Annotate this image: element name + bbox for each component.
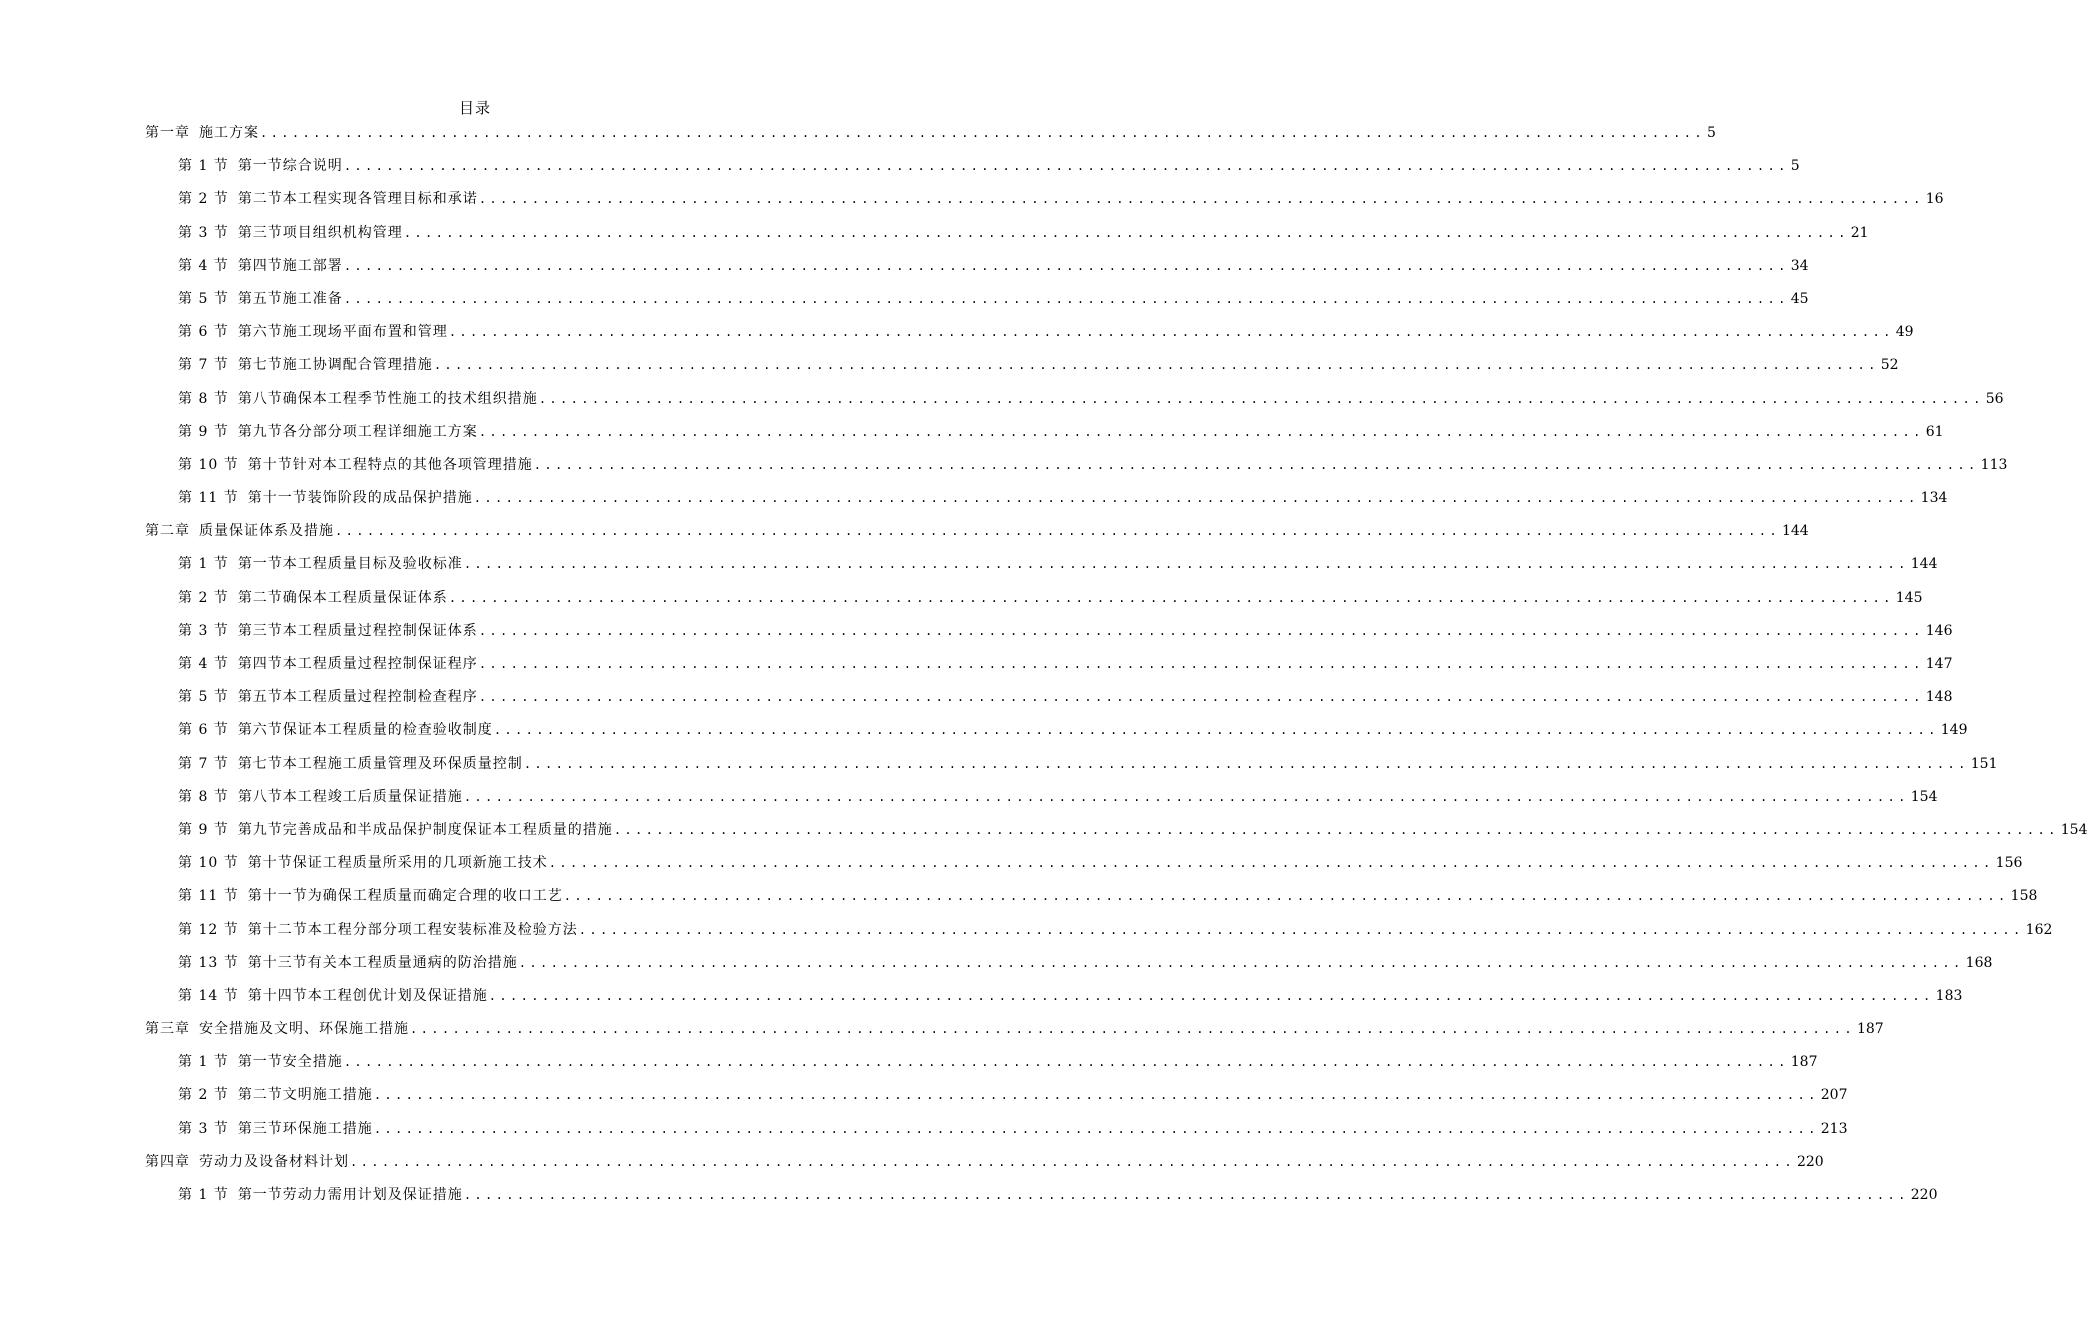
toc-page-number: 45 xyxy=(1790,290,1809,307)
toc-dot-leader: ........................................................................................................................................ xyxy=(478,690,1924,705)
toc-entry-number: 第 6 节 xyxy=(178,722,229,739)
toc-entry-title: 第三节项目组织机构管理 xyxy=(237,224,403,241)
toc-entry-number: 第一章 xyxy=(145,125,190,141)
toc-entry-number: 第二章 xyxy=(145,523,190,540)
toc-entry-title: 第五节本工程质量过程控制检查程序 xyxy=(237,689,478,706)
toc-entry-title: 第三节本工程质量过程控制保证体系 xyxy=(237,622,478,639)
toc-chapter-entry xyxy=(145,122,1716,155)
toc-entry-title: 第十四节本工程创优计划及保证措施 xyxy=(247,987,488,1004)
toc-entry-number: 第 14 节 xyxy=(178,987,239,1004)
toc-page-number: 113 xyxy=(1980,456,2008,473)
toc-dot-leader: ........................................................................................................................................ xyxy=(343,159,1789,174)
toc-page-number: 156 xyxy=(1995,855,2023,872)
toc-dot-leader: ........................................................................................................................................ xyxy=(523,756,1969,771)
toc-entry-label xyxy=(178,885,563,907)
toc-entry-label xyxy=(178,222,403,244)
toc-entry-title: 第二节确保本工程质量保证体系 xyxy=(237,589,448,606)
toc-entry-label xyxy=(178,686,478,708)
toc-entry-number: 第 11 节 xyxy=(178,888,239,905)
toc-entry-title: 第九节完善成品和半成品保护制度保证本工程质量的措施 xyxy=(237,821,613,838)
toc-entry-label xyxy=(178,321,448,343)
toc-entry-label xyxy=(145,1151,349,1173)
toc-section-entry xyxy=(145,587,1923,620)
toc-section-entry xyxy=(145,885,2038,918)
toc-page-number: 61 xyxy=(1925,423,1944,440)
toc-page-number: 145 xyxy=(1895,589,1923,606)
toc-dot-leader: ........................................................................................................................................ xyxy=(478,424,1924,439)
toc-page-number: 158 xyxy=(2010,888,2038,905)
toc-page-number: 49 xyxy=(1895,324,1914,341)
toc-dot-leader: ........................................................................................................................................ xyxy=(473,491,1919,506)
toc-entry-title: 第二节文明施工措施 xyxy=(237,1087,373,1104)
toc-entry-number: 第 10 节 xyxy=(178,855,239,872)
toc-dot-leader: ........................................................................................................................................ xyxy=(448,325,1894,340)
toc-section-entry xyxy=(145,553,1938,586)
toc-dot-leader: ........................................................................................................................................ xyxy=(538,391,1984,406)
toc-page-number: 148 xyxy=(1925,689,1953,706)
toc-section-entry xyxy=(145,255,1809,288)
toc-entry-number: 第 9 节 xyxy=(178,821,229,838)
toc-page-number: 154 xyxy=(1910,788,1938,805)
toc-page-number: 207 xyxy=(1820,1087,1848,1104)
toc-dot-leader: ........................................................................................................................................ xyxy=(410,1022,1855,1037)
toc-section-entry xyxy=(145,819,2088,852)
toc-entry-number: 第 2 节 xyxy=(178,1087,229,1104)
toc-dot-leader: ........................................................................................................................................ xyxy=(493,723,1939,738)
toc-dot-leader: ........................................................................................................................................ xyxy=(478,192,1924,207)
toc-dot-leader: ........................................................................................................................................ xyxy=(373,1121,1819,1136)
toc-entry-label xyxy=(145,1018,409,1040)
toc-section-entry xyxy=(145,388,2004,421)
toc-entry-title: 第十一节装饰阶段的成品保护措施 xyxy=(247,490,473,507)
toc-entry-number: 第 8 节 xyxy=(178,788,229,805)
toc-section-entry xyxy=(145,321,1914,354)
toc-entry-label xyxy=(178,354,433,376)
toc-page-number: 5 xyxy=(1790,158,1800,175)
toc-entry-label xyxy=(178,985,488,1007)
toc-entry-label xyxy=(178,1051,343,1073)
toc-page-number: 16 xyxy=(1925,191,1944,208)
toc-dot-leader: ........................................................................................................................................ xyxy=(533,457,1979,472)
toc-entry-number: 第 4 节 xyxy=(178,656,229,672)
toc-entry-title: 第十节保证工程质量所采用的几项新施工技术 xyxy=(247,855,548,872)
toc-page-number: 162 xyxy=(2025,921,2053,938)
toc-chapter-entry xyxy=(145,520,1809,553)
toc-page-number: 21 xyxy=(1850,224,1869,241)
toc-entry-label xyxy=(178,454,533,476)
toc-entry-label xyxy=(178,919,578,941)
toc-section-entry xyxy=(145,1118,1848,1151)
toc-entry-number: 第 10 节 xyxy=(178,456,239,473)
toc-entry-number: 第 7 节 xyxy=(178,755,229,772)
toc-entry-label xyxy=(178,255,343,277)
toc-section-entry xyxy=(145,188,1944,221)
toc-entry-label xyxy=(178,952,518,974)
toc-section-entry xyxy=(145,620,1953,653)
toc-entry-number: 第 7 节 xyxy=(178,357,229,374)
toc-section-entry xyxy=(145,753,1998,786)
toc-entry-title: 第二节本工程实现各管理目标和承诺 xyxy=(237,191,478,208)
toc-entry-number: 第 9 节 xyxy=(178,423,229,440)
toc-entry-number: 第 1 节 xyxy=(178,1054,229,1071)
toc-section-entry xyxy=(145,354,1899,387)
toc-section-entry xyxy=(145,719,1968,752)
toc-entry-number: 第三章 xyxy=(145,1021,190,1038)
toc-dot-leader: ........................................................................................................................................ xyxy=(548,856,1994,871)
toc-entry-title: 第七节施工协调配合管理措施 xyxy=(237,357,433,374)
toc-list xyxy=(145,122,2088,1217)
toc-dot-leader: ........................................................................................................................................ xyxy=(343,1055,1789,1070)
toc-section-entry xyxy=(145,222,1869,255)
toc-entry-label xyxy=(145,520,334,542)
toc-dot-leader: ........................................................................................................................................ xyxy=(463,1188,1909,1202)
toc-page-number: 134 xyxy=(1920,490,1948,507)
toc-entry-number: 第 2 节 xyxy=(178,589,229,606)
toc-section-entry xyxy=(145,952,1993,985)
toc-page-number: 151 xyxy=(1970,755,1998,772)
toc-page-number: 147 xyxy=(1925,656,1953,672)
toc-entry-title: 劳动力及设备材料计划 xyxy=(199,1153,349,1170)
toc-entry-title: 安全措施及文明、环保施工措施 xyxy=(199,1021,409,1038)
toc-entry-label xyxy=(178,188,478,210)
toc-entry-title: 第一节劳动力需用计划及保证措施 xyxy=(237,1187,463,1203)
toc-page-number: 183 xyxy=(1935,987,1963,1004)
toc-entry-label xyxy=(178,388,538,410)
toc-entry-title: 第五节施工准备 xyxy=(237,290,343,307)
toc-entry-title: 第一节本工程质量目标及验收标准 xyxy=(237,556,463,573)
toc-page-number: 52 xyxy=(1880,357,1899,374)
toc-entry-label xyxy=(178,587,448,609)
toc-page-number: 5 xyxy=(1706,125,1716,141)
toc-entry-label xyxy=(178,553,463,575)
toc-entry-title: 第四节本工程质量过程控制保证程序 xyxy=(237,656,478,672)
toc-chapter-entry xyxy=(145,1018,1884,1051)
toc-page-number: 168 xyxy=(1965,954,1993,971)
toc-entry-title: 第一节综合说明 xyxy=(237,158,343,175)
toc-entry-number: 第 11 节 xyxy=(178,490,239,507)
toc-page-number: 144 xyxy=(1781,523,1809,540)
toc-page-number: 146 xyxy=(1925,622,1953,639)
toc-entry-number: 第 12 节 xyxy=(178,921,239,938)
toc-page-number: 154 xyxy=(2060,821,2088,838)
toc-dot-leader: ........................................................................................................................................ xyxy=(478,623,1924,638)
toc-entry-label xyxy=(178,653,478,675)
toc-section-entry xyxy=(145,1084,1848,1117)
toc-entry-number: 第 13 节 xyxy=(178,954,239,971)
toc-entry-number: 第 8 节 xyxy=(178,390,229,407)
toc-entry-label xyxy=(178,819,613,841)
toc-section-entry xyxy=(145,421,1944,454)
toc-section-entry xyxy=(145,1184,1938,1217)
toc-entry-number: 第四章 xyxy=(145,1153,190,1170)
toc-entry-label xyxy=(178,421,478,443)
toc-dot-leader: ........................................................................................................................................ xyxy=(343,258,1789,273)
toc-dot-leader: ........................................................................................................................................ xyxy=(335,524,1780,539)
toc-entry-title: 第八节确保本工程季节性施工的技术组织措施 xyxy=(237,390,538,407)
toc-entry-title: 质量保证体系及措施 xyxy=(199,523,334,540)
toc-chapter-entry xyxy=(145,1151,1824,1184)
toc-entry-title: 第三节环保施工措施 xyxy=(237,1120,373,1137)
toc-entry-number: 第 6 节 xyxy=(178,324,229,341)
toc-entry-number: 第 1 节 xyxy=(178,556,229,573)
toc-section-entry xyxy=(145,985,1963,1018)
toc-dot-leader: ........................................................................................................................................ xyxy=(488,988,1934,1003)
toc-entry-title: 第十一节为确保工程质量而确定合理的收口工艺 xyxy=(247,888,563,905)
toc-entry-title: 第六节保证本工程质量的检查验收制度 xyxy=(237,722,493,739)
toc-dot-leader: ........................................................................................................................................ xyxy=(578,922,2024,937)
toc-entry-number: 第 2 节 xyxy=(178,191,229,208)
toc-entry-label xyxy=(145,122,259,144)
toc-entry-label xyxy=(178,1184,463,1206)
toc-entry-title: 第十二节本工程分部分项工程安装标准及检验方法 xyxy=(247,921,578,938)
toc-entry-number: 第 4 节 xyxy=(178,257,229,274)
toc-entry-label xyxy=(178,1084,373,1106)
toc-section-entry xyxy=(145,454,2008,487)
toc-dot-leader: ........................................................................................................................................ xyxy=(350,1154,1795,1169)
toc-dot-leader: ........................................................................................................................................ xyxy=(373,1088,1819,1103)
toc-page-number: 187 xyxy=(1790,1054,1818,1071)
toc-section-entry xyxy=(145,487,1948,520)
toc-dot-leader: ........................................................................................................................................ xyxy=(518,955,1964,970)
toc-page-number: 144 xyxy=(1910,556,1938,573)
toc-entry-number: 第 5 节 xyxy=(178,689,229,706)
toc-entry-label xyxy=(178,852,548,874)
toc-page-number: 220 xyxy=(1796,1153,1824,1170)
toc-dot-leader: ........................................................................................................................................ xyxy=(403,225,1849,240)
toc-entry-title: 第八节本工程竣工后质量保证措施 xyxy=(237,788,463,805)
toc-entry-title: 第一节安全措施 xyxy=(237,1054,343,1071)
toc-page-number: 187 xyxy=(1856,1021,1884,1038)
toc-entry-label xyxy=(178,155,343,177)
toc-entry-label xyxy=(178,786,463,808)
toc-page-number: 220 xyxy=(1910,1187,1938,1203)
toc-section-entry xyxy=(145,288,1809,321)
toc-section-entry xyxy=(145,686,1953,719)
toc-title: 目录 xyxy=(458,99,491,117)
toc-section-entry xyxy=(145,653,1953,686)
toc-entry-label xyxy=(178,288,343,310)
toc-entry-title: 施工方案 xyxy=(199,125,259,141)
toc-entry-title: 第四节施工部署 xyxy=(237,257,343,274)
toc-entry-label xyxy=(178,719,493,741)
toc-dot-leader: ........................................................................................................................................ xyxy=(463,557,1909,572)
toc-entry-number: 第 3 节 xyxy=(178,224,229,241)
toc-entry-title: 第十节针对本工程特点的其他各项管理措施 xyxy=(247,456,533,473)
toc-entry-number: 第 3 节 xyxy=(178,1120,229,1137)
toc-entry-title: 第七节本工程施工质量管理及环保质量控制 xyxy=(237,755,523,772)
toc-page-number: 149 xyxy=(1940,722,1968,739)
toc-section-entry xyxy=(145,1051,1818,1084)
toc-entry-number: 第 1 节 xyxy=(178,158,229,175)
toc-dot-leader: ........................................................................................................................................ xyxy=(563,889,2009,904)
toc-entry-number: 第 3 节 xyxy=(178,622,229,639)
toc-entry-label xyxy=(178,487,473,509)
toc-dot-leader: ........................................................................................................................................ xyxy=(343,291,1789,306)
toc-dot-leader: ........................................................................................................................................ xyxy=(433,358,1879,373)
toc-entry-title: 第九节各分部分项工程详细施工方案 xyxy=(237,423,478,440)
toc-dot-leader: ........................................................................................................................................ xyxy=(478,657,1924,671)
toc-entry-label xyxy=(178,753,523,775)
toc-entry-label xyxy=(178,1118,373,1140)
toc-section-entry xyxy=(145,919,2053,952)
toc-entry-title: 第十三节有关本工程质量通病的防治措施 xyxy=(247,954,518,971)
toc-section-entry xyxy=(145,155,1800,188)
toc-entry-label xyxy=(178,620,478,642)
toc-entry-number: 第 1 节 xyxy=(178,1187,229,1203)
toc-page-number: 213 xyxy=(1820,1120,1848,1137)
toc-dot-leader: ........................................................................................................................................ xyxy=(260,126,1705,140)
toc-entry-number: 第 5 节 xyxy=(178,290,229,307)
toc-page-number: 56 xyxy=(1985,390,2004,407)
toc-entry-title: 第六节施工现场平面布置和管理 xyxy=(237,324,448,341)
toc-section-entry xyxy=(145,852,2023,885)
toc-dot-leader: ........................................................................................................................................ xyxy=(448,590,1894,605)
toc-dot-leader: ........................................................................................................................................ xyxy=(463,789,1909,804)
toc-section-entry xyxy=(145,786,1938,819)
toc-dot-leader: ........................................................................................................................................ xyxy=(613,822,2059,837)
toc-page-number: 34 xyxy=(1790,257,1809,274)
